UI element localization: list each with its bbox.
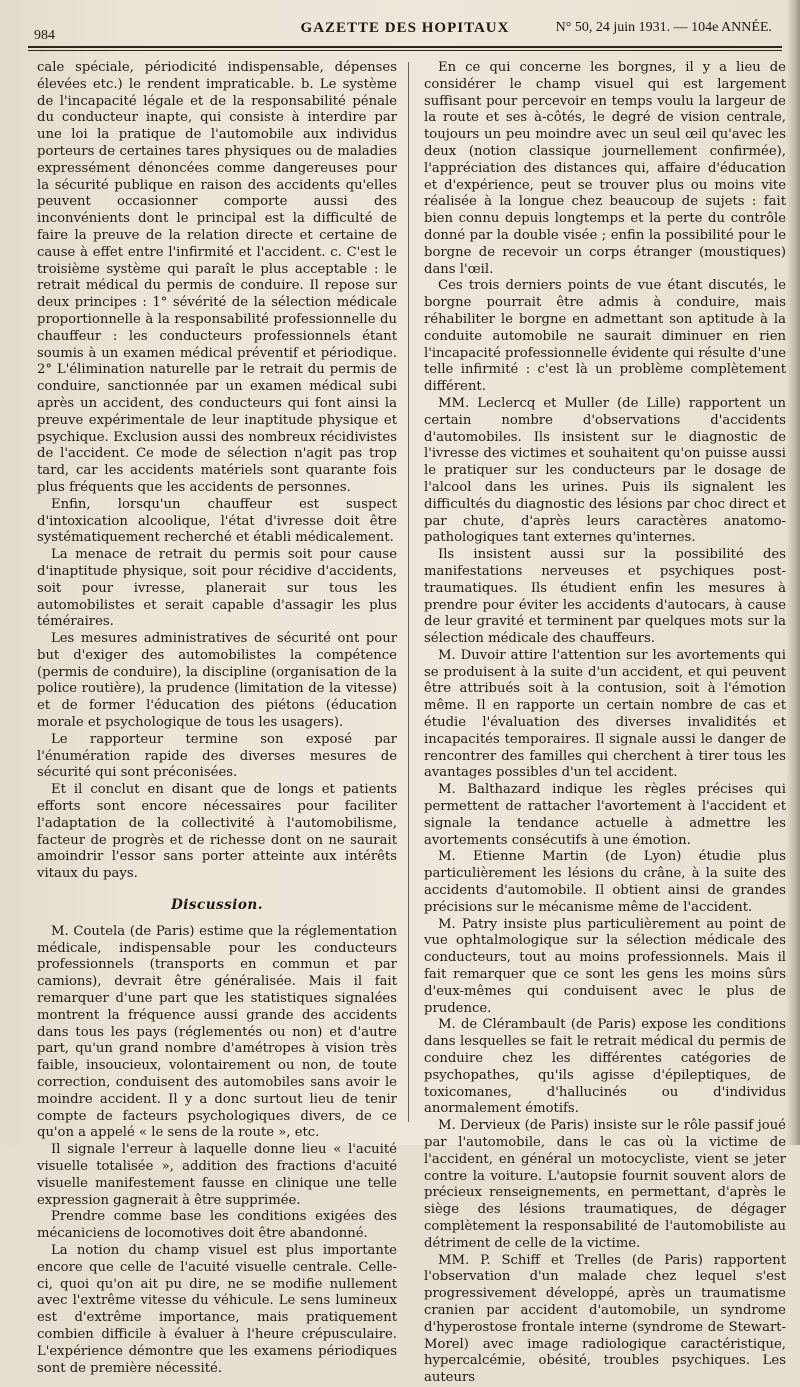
paragraph: M. de Clérambault (de Paris) expose les conditions dans lesquelles se fait le retrait médical du permis de conduire chez les différentes catégories de psychopathes, qu'ils agisse d'épileptiques, de toxicomanes, d'hallucinés ou d'individus anormalement émotifs. [424, 1017, 786, 1117]
paragraph: MM. Leclercq et Muller (de Lille) rapportent un certain nombre d'observations d'accidents d'automobiles. Ils insistent sur le diagnostic de l'ivresse des victimes et souhaitent qu'on puisse aussi le pratiquer sur les conducteurs par le dosage de l'alcool dans les urines. Puis ils signalent les difficultés du diagnostic des lésions par choc direct et par chute, d'après leurs caractères anatomo-pathologiques tant externes qu'internes. [424, 395, 786, 546]
paragraph: M. Etienne Martin (de Lyon) étudie plus particulièrement les lésions du crâne, à la suite des accidents d'automobile. Il obtient ainsi de grandes précisions sur le mécanisme même de l'accident. [424, 849, 786, 915]
scan-edge-shadow [786, 0, 800, 1145]
paragraph: cale spéciale, périodicité indispensable, dépenses élevées etc.) le rendent impraticable. b. Le système de l'incapacité légale et de la responsabilité pénale du conducteur inapte, qui consiste à interdire par une loi la pratique de l'automobile aux individus porteurs de certaines tares physiques ou de maladies expressément dénoncées comme dangereuses pour la sécurité publique en raison des accidents qu'elles peuvent occasionner comporte aussi des inconvénients dont le principal est la difficulté de faire la preuve de la relation directe et certaine de cause à effet entre l'infirmité et l'accident. c. C'est le troisième système qui paraît le plus acceptable : le retrait médical du permis de conduire. Il repose sur deux principes : 1° sévérité de la sélection médicale proportionnelle à la responsabilité professionnelle du chauffeur : les conducteurs professionnels étant soumis à un examen médical préventif et périodique. 2° L'élimination naturelle par le retrait du permis de conduire, sanctionnée par un examen médical subi après un accident, des conducteurs qui font ainsi la preuve expérimentale de leur inaptitude physique et psychique. Exclusion aussi des nombreux récidivistes de l'accident. Ce mode de sélection n'agit pas trop tard, car les accidents matériels sont quarante fois plus fréquents que les accidents de personnes. [37, 60, 397, 495]
journal-title: GAZETTE DES HOPITAUX [300, 20, 510, 36]
paragraph: En ce qui concerne les borgnes, il y a lieu de considérer le champ visuel qui est largement suffisant pour percevoir en temps voulu la largeur de la route et ses à-côtés, le degré de vision centrale, toujours un peu moindre avec un seul œil qu'avec les deux (notion classique journellement confirmée), l'appréciation des distances qui, affaire d'éducation et d'expérience, peut se trouver plus ou moins vite réalisée à la longue chez beaucoup de sujets : fait bien connu depuis longtemps et la perte du contrôle donné par la double visée ; enfin la possibilité pour le borgne de recevoir un corps étranger (moustiques) dans l'œil. [424, 60, 786, 277]
paragraph: Les mesures administratives de sécurité ont pour but d'exiger des automobilistes la compétence (permis de conduire), la discipline (organisation de la police routière), la prudence (limitation de la vitesse) et de former l'éducation des piétons (éducation morale et psychologique de tous les usagers). [37, 631, 397, 731]
paragraph: MM. P. Schiff et Trelles (de Paris) rapportent l'observation d'un malade chez lequel s'est progressivement développé, après un traumatisme cranien par accident d'automobile, un syndrome d'hyperostose frontale interne (syndrome de Stewart-Morel) avec image radiologique caractéristique, hypercalcémie, obésité, troubles psychiques. Les auteurs [424, 1252, 786, 1386]
section-title: Discussion. [171, 897, 263, 914]
header-rule [28, 46, 782, 48]
paragraph: Le rapporteur termine son exposé par l'énumération rapide des diverses mesures de sécurité qui sont préconisées. [37, 731, 397, 781]
page-number: 984 [34, 28, 55, 43]
right-column [424, 60, 786, 1387]
paragraph: M. Balthazard indique les règles précises qui permettent de rattacher l'avortement à l'accident et signale la tendance actuelle à admettre les avortements consécutifs à une émotion. [424, 782, 786, 848]
column-divider [408, 62, 409, 1122]
paragraph: M. Dervieux (de Paris) insiste sur le rôle passif joué par l'automobile, dans le cas où la victime de l'accident, en général un motocycliste, vient se jeter contre la voiture. L'autopsie fournit souvent alors de précieux renseignements, en permettant, d'après le siège des lésions traumatiques, de dégager complètement la responsabilité de l'automobiliste au détriment de celle de la victime. [424, 1118, 786, 1251]
paragraph: Et il conclut en disant que de longs et patients efforts sont encore nécessaires pour faciliter l'adaptation de la collectivité à l'automobilisme, facteur de progrès et de richesse dont on ne saurait amoindrir l'essor sans porter atteinte aux intérêts vitaux du pays. [37, 782, 397, 882]
paragraph: Il signale l'erreur à laquelle donne lieu « l'acuité visuelle totalisée », addition des fractions d'acuité visuelle manifestement fausse en clinique une telle expression gagnerait à être supprimée. [37, 1142, 397, 1208]
page-header [28, 10, 782, 50]
paragraph: M. Duvoir attire l'attention sur les avortements qui se produisent à la suite d'un accident, et qui peuvent être attribués soit à la contusion, soit à l'émotion même. Il en rapporte un certain nombre de cas et étudie l'évaluation des diverses invalidités et incapacités temporaires. Il signale aussi le danger de rencontrer des familles qui cherchent à tirer tous les avantages possibles d'un tel accident. [424, 647, 786, 781]
left-column [37, 60, 397, 1377]
issue-info: N° 50, 24 juin 1931. — 104e ANNÉE. [555, 20, 772, 35]
paragraph: La menace de retrait du permis soit pour cause d'inaptitude physique, soit pour récidive d'accidents, soit pour ivresse, planerait sur tous les automobilistes et serait capable d'assagir les plus téméraires. [37, 547, 397, 630]
paragraph: Enfin, lorsqu'un chauffeur est suspect d'intoxication alcoolique, l'état d'ivresse doit être systématiquement recherché et établi médicalement. [37, 496, 397, 546]
paragraph: Ces trois derniers points de vue étant discutés, le borgne pourrait être admis à conduire, mais réhabiliter le borgne en admettant son aptitude à la conduite automobile ne saurait diminuer en rien l'incapacité professionnelle évidente qui résulte d'une telle infirmité : c'est là un problème complètement différent. [424, 278, 786, 395]
paragraph: M. Coutela (de Paris) estime que la réglementation médicale, indispensable pour les conducteurs professionnels (transports en commun et par camions), devrait être généralisée. Mais il fait remarquer d'une part que les statistiques signalées montrent la fréquence aussi grande des accidents dans tous les pays (réglementés ou non) et d'autre part, qu'un grand nombre d'amétropes à vision très faible, insoucieux, volontairement ou non, de toute correction, conduisent des automobiles sans avoir le moindre accident. Il y a donc surtout lieu de tenir compte de facteurs psychologiques divers, de ce qu'on a appelé « le sens de la route », etc. [37, 923, 397, 1141]
paragraph: La notion du champ visuel est plus importante encore que celle de l'acuité visuelle centrale. Celle-ci, quoi qu'on ait pu dire, ne se modifie nullement avec l'extrême vitesse du véhicule. Le sens lumineux est d'extrême importance, mais pratiquement combien difficile à évaluer à l'heure crépusculaire. L'expérience démontre que les examens périodiques sont de première nécessité. [37, 1242, 397, 1376]
paragraph: M. Patry insiste plus particulièrement au point de vue ophtalmologique sur la sélection médicale des conducteurs, tout au moins professionnels. Mais il fait remarquer que ce sont les gens les moins sûrs d'eux-mêmes qui conduisent avec le plus de prudence. [424, 916, 786, 1016]
header-rule-thin [28, 50, 782, 51]
paragraph: Prendre comme base les conditions exigées des mécaniciens de locomotives doit être abandonné. [37, 1209, 397, 1242]
paragraph: Ils insistent aussi sur la possibilité des manifestations nerveuses et psychiques post-traumatiques. Ils étudient enfin les mesures à prendre pour éviter les accidents d'autocars, à cause de leur gravité et terminent par quelques mots sur la sélection médicale des chauffeurs. [424, 547, 786, 647]
